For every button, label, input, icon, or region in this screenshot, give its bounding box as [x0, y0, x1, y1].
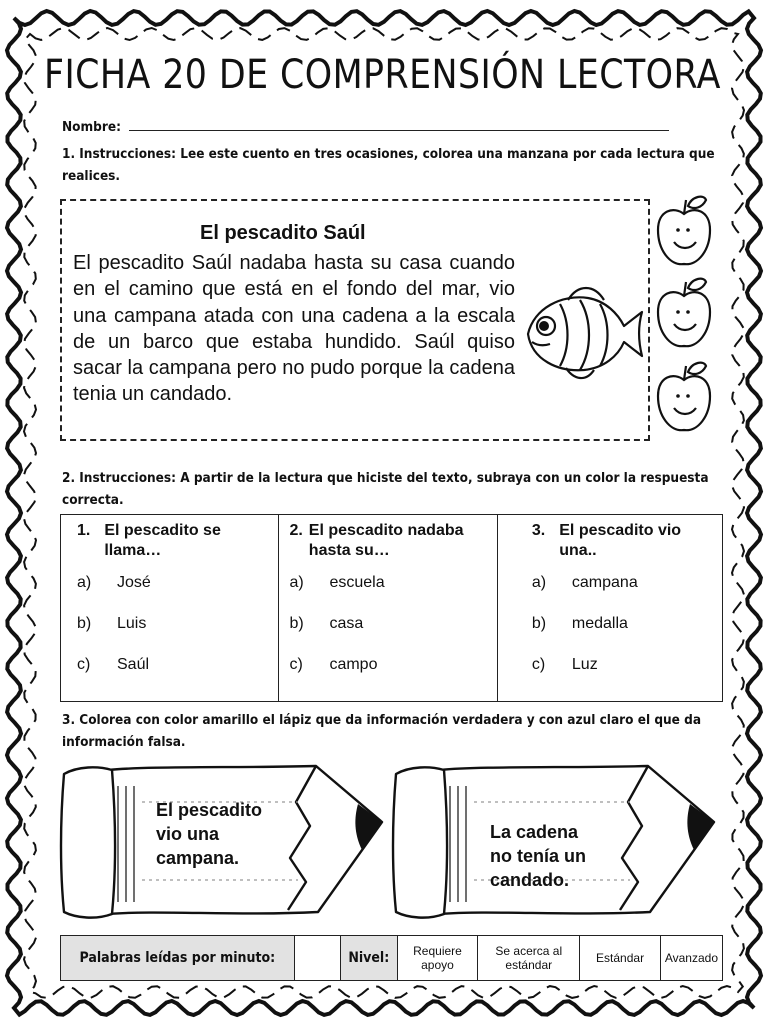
- question-text: El pescadito nadaba hasta su…: [308, 522, 464, 559]
- answer-option[interactable]: a) escuela: [289, 574, 385, 591]
- answer-option[interactable]: c) Saúl: [77, 656, 150, 673]
- fish-icon: [520, 282, 648, 386]
- questions-table: [60, 514, 723, 702]
- name-label: Nombre:: [62, 119, 121, 135]
- question-3: [497, 515, 722, 702]
- apple-icon[interactable]: [654, 360, 714, 438]
- question-2: [279, 515, 497, 702]
- level-label: Nivel:: [340, 936, 397, 981]
- question-text: El pescadito vio una..: [559, 522, 682, 559]
- words-per-minute-label: Palabras leídas por minuto:: [61, 936, 295, 981]
- answer-option[interactable]: c) Luz: [531, 656, 598, 673]
- story-text: El pescadito Saúl nadaba hasta su casa cuando en el camino que está en el fondo del mar, vio una campana atada con una cadena a la escala de un barco que estaba hundido. Saúl quiso sacar la campana pero no pudo porque la cadena tenia un candado.: [73, 252, 515, 406]
- apple-icon[interactable]: [654, 194, 714, 272]
- reading-level-table: [60, 935, 723, 981]
- pencil-2-text: La cadena no tenía un candado.: [490, 822, 586, 890]
- answer-option[interactable]: a) José: [77, 574, 151, 591]
- level-option[interactable]: Requiere apoyo: [397, 936, 478, 981]
- apple-icon[interactable]: [654, 276, 714, 354]
- words-per-minute-field[interactable]: [294, 936, 340, 981]
- instruction-3: 3. Colorea con color amarillo el lápiz que da información verdadera y con azul claro el que da información falsa.: [62, 712, 702, 750]
- page-title: FICHA 20 DE COMPRENSIÓN LECTORA: [44, 52, 721, 98]
- story-title: El pescadito Saúl: [200, 222, 366, 244]
- question-number: 1.: [77, 522, 91, 539]
- answer-option[interactable]: c) campo: [289, 656, 378, 673]
- answer-option[interactable]: b) casa: [289, 615, 364, 632]
- instruction-1: 1. Instrucciones: Lee este cuento en tres ocasiones, colorea una manzana por cada lectura que realices.: [62, 146, 715, 184]
- name-row: [62, 118, 677, 135]
- answer-option[interactable]: b) Luis: [77, 615, 147, 632]
- answer-option[interactable]: b) medalla: [531, 615, 628, 632]
- question-number: 2.: [289, 522, 303, 539]
- level-option[interactable]: Estándar: [580, 936, 661, 981]
- question-number: 3.: [531, 522, 546, 539]
- name-input-line[interactable]: [129, 118, 669, 131]
- level-option[interactable]: Se acerca al estándar: [478, 936, 580, 981]
- pencil-1-text: El pescadito vio una campana.: [156, 800, 263, 868]
- question-text: El pescadito se llama…: [104, 522, 221, 559]
- level-option[interactable]: Avanzado: [660, 936, 722, 981]
- question-1: [61, 515, 279, 702]
- answer-option[interactable]: a) campana: [531, 574, 638, 591]
- instruction-2: 2. Instrucciones: A partir de la lectura que hiciste del texto, subraya con un color la respuesta correcta.: [62, 470, 709, 508]
